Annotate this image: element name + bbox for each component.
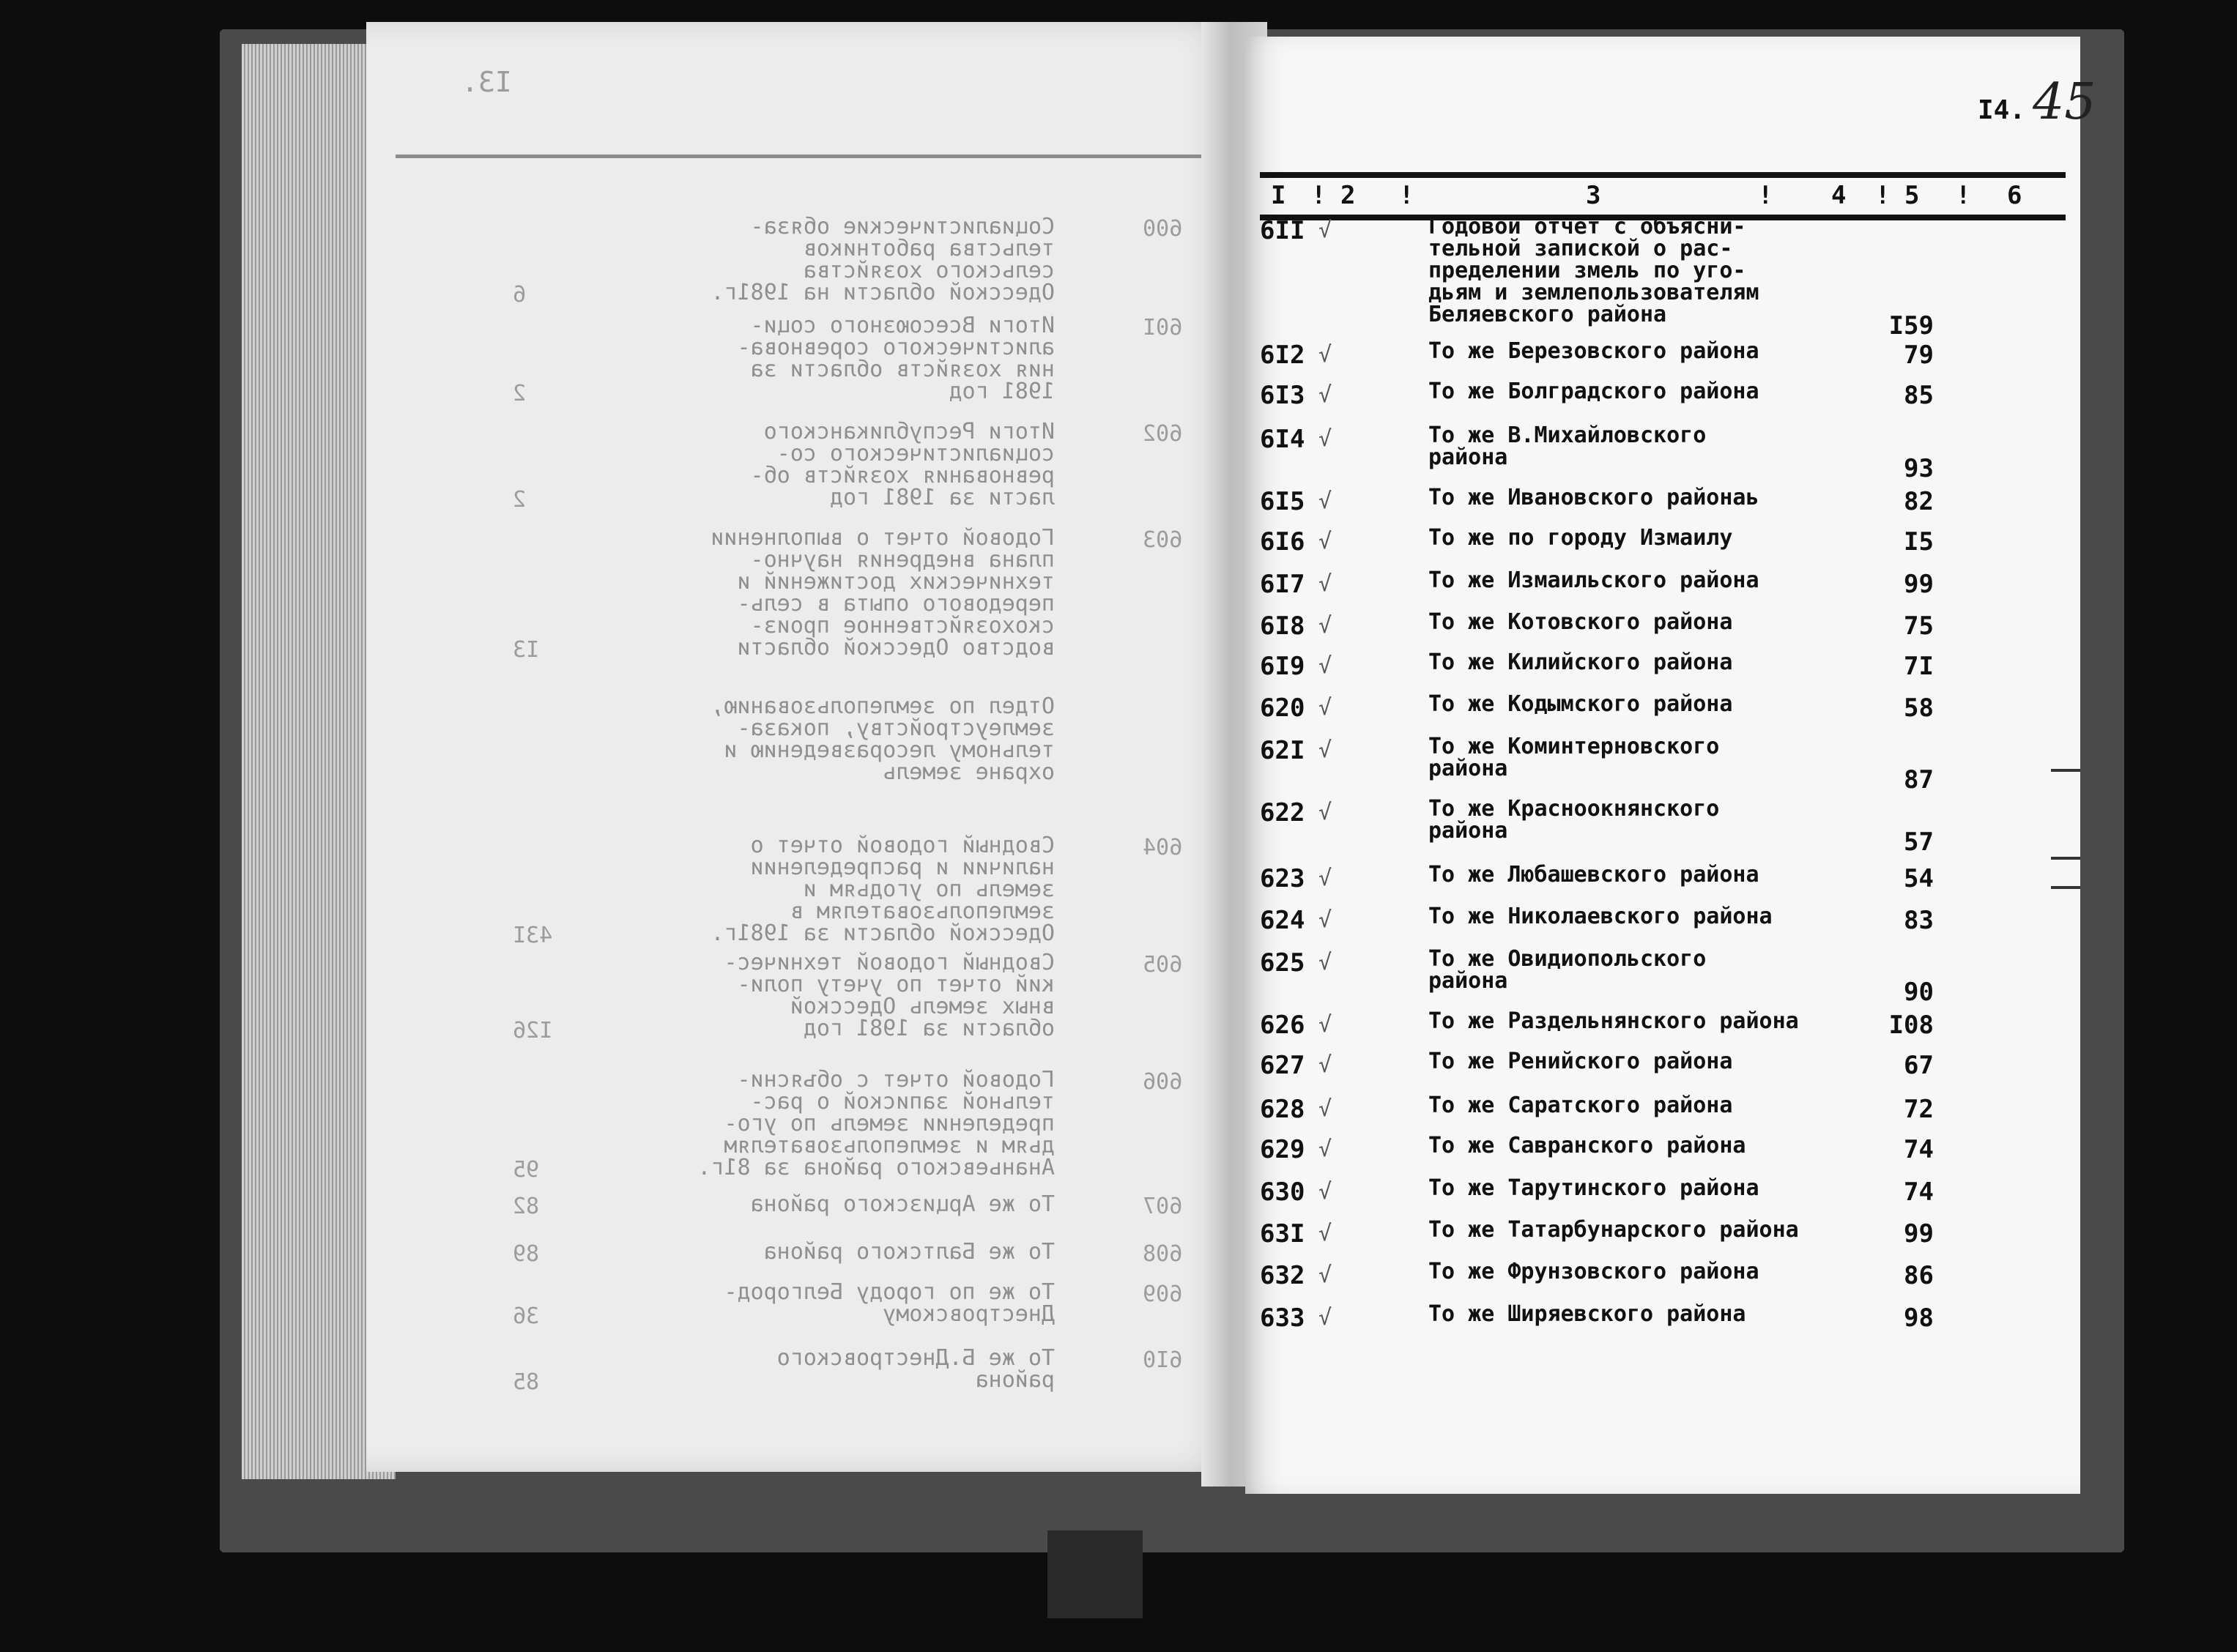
entry-title: То же Кодымского района bbox=[1428, 691, 1733, 717]
entry-page-count: 57 bbox=[1904, 827, 1934, 857]
entry-number: 627 bbox=[1260, 1051, 1305, 1080]
checkmark-icon: √ bbox=[1318, 1012, 1332, 1038]
entry-number: 629 bbox=[1260, 1135, 1305, 1164]
checkmark-icon: √ bbox=[1318, 613, 1332, 639]
entry-page-count: I08 bbox=[1888, 1011, 1934, 1040]
mirrored-entry-number: 603 bbox=[1143, 527, 1183, 553]
right-page bbox=[1245, 37, 2096, 1494]
mirrored-entry-title: То же Балтского района bbox=[763, 1239, 1055, 1265]
entry-page-count: 99 bbox=[1904, 570, 1934, 599]
entry-title: То же Савранского района bbox=[1428, 1133, 1746, 1158]
left-page bbox=[366, 22, 1238, 1472]
checkmark-icon: √ bbox=[1318, 866, 1332, 891]
entry-number: 6I6 bbox=[1260, 527, 1305, 557]
entry-page-count: 86 bbox=[1904, 1261, 1934, 1290]
mirrored-entry-number: 60I bbox=[1143, 315, 1183, 341]
entry-title: То же Килийского района bbox=[1428, 650, 1733, 675]
edge-marks bbox=[2051, 769, 2080, 901]
checkmark-icon: √ bbox=[1318, 529, 1332, 554]
entry-title: То же В.Михайловского района bbox=[1428, 423, 1707, 470]
entry-page-count: 99 bbox=[1904, 1219, 1934, 1249]
mirrored-entry-number: 606 bbox=[1143, 1069, 1183, 1095]
entry-title: То же Котовского района bbox=[1428, 609, 1733, 635]
checkmark-icon: √ bbox=[1318, 342, 1332, 368]
mirrored-entry-title: Сводный годовой отчет о наличии и распределении земель по угодьям и землепользователям в Одесской области за 1981г. bbox=[711, 833, 1055, 946]
checkmark-icon: √ bbox=[1318, 1136, 1332, 1162]
mirrored-entry-number: 605 bbox=[1143, 952, 1183, 978]
entry-title: То же Коминтерновского района bbox=[1428, 734, 1720, 781]
mirrored-entry-pages: I3 bbox=[513, 637, 540, 663]
entry-title: То же Овидиопольского района bbox=[1428, 946, 1707, 994]
entry-page-count: I59 bbox=[1888, 311, 1934, 341]
entry-page-count: 58 bbox=[1904, 693, 1934, 723]
mirrored-entry-pages: 89 bbox=[513, 1241, 540, 1267]
checkmark-icon: √ bbox=[1318, 488, 1332, 514]
column-header-4: 4 bbox=[1831, 181, 1847, 210]
entry-page-count: 98 bbox=[1904, 1303, 1934, 1333]
entry-page-count: 74 bbox=[1904, 1135, 1934, 1164]
mirrored-entry-pages: I26 bbox=[513, 1018, 553, 1043]
entry-number: 6I4 bbox=[1260, 425, 1305, 454]
entry-number: 6I7 bbox=[1260, 570, 1305, 599]
entry-number: 628 bbox=[1260, 1095, 1305, 1124]
left-page-number: I3. bbox=[461, 66, 512, 98]
bookmark-tab bbox=[1047, 1530, 1143, 1618]
entry-number: 6I2 bbox=[1260, 341, 1305, 370]
entry-number: 6I5 bbox=[1260, 487, 1305, 516]
column-header-5: 5 bbox=[1904, 181, 1920, 210]
column-header-3: 3 bbox=[1586, 181, 1601, 210]
checkmark-icon: √ bbox=[1318, 217, 1332, 243]
entry-title: То же Березовского района bbox=[1428, 338, 1759, 364]
entry-title: То же Измаильского района bbox=[1428, 568, 1759, 593]
mirrored-entry-pages: 2 bbox=[513, 381, 527, 406]
column-header-6: 6 bbox=[2007, 181, 2022, 210]
mirrored-entry-pages: 85 bbox=[513, 1369, 540, 1395]
entry-number: 620 bbox=[1260, 693, 1305, 723]
entry-title: Годовой отчет с объясни- тельной запиской о рас- пределении змель по уго- дьям и землепользователям Беляевского района bbox=[1428, 214, 1759, 327]
mirrored-entry-number: 608 bbox=[1143, 1241, 1183, 1267]
entry-page-count: 82 bbox=[1904, 487, 1934, 516]
entry-title: То же Фрунзовского района bbox=[1428, 1259, 1759, 1284]
checkmark-icon: √ bbox=[1318, 1262, 1332, 1288]
entry-page-count: 7I bbox=[1904, 652, 1934, 681]
entry-number: 6II bbox=[1260, 216, 1305, 245]
checkmark-icon: √ bbox=[1318, 1096, 1332, 1122]
mirrored-entry-number: 609 bbox=[1143, 1281, 1183, 1307]
left-page-header-line bbox=[396, 128, 1216, 158]
mirrored-entry-number: 604 bbox=[1143, 835, 1183, 860]
checkmark-icon: √ bbox=[1318, 382, 1332, 408]
entry-number: 624 bbox=[1260, 906, 1305, 935]
entry-page-count: 93 bbox=[1904, 454, 1934, 483]
entry-title: То же Николаевского района bbox=[1428, 904, 1773, 929]
checkmark-icon: √ bbox=[1318, 907, 1332, 933]
entry-title: То же Ширяевского района bbox=[1428, 1301, 1746, 1327]
entry-number: 6I3 bbox=[1260, 381, 1305, 410]
checkmark-icon: √ bbox=[1318, 1179, 1332, 1205]
mirrored-entry-number: 602 bbox=[1143, 421, 1183, 447]
entry-page-count: 67 bbox=[1904, 1051, 1934, 1080]
entry-title: То же Тарутинского района bbox=[1428, 1175, 1759, 1201]
mirrored-entry-title: Итоги Всесоюзного соци- алистического соревнова- ния хозяйств области за 1981 год bbox=[737, 313, 1055, 404]
entry-page-count: 72 bbox=[1904, 1095, 1934, 1124]
page-number: I4. bbox=[1978, 95, 2026, 125]
entry-number: 625 bbox=[1260, 948, 1305, 978]
mirrored-entry-title: Отдел по землепользованию, землеустройству, показа- тельному лесоразведению и охране земель bbox=[711, 693, 1055, 785]
entry-page-count: 74 bbox=[1904, 1177, 1934, 1207]
mirrored-entry-title: Итоги Республиканского социалистического со- ревнования хозяйств об- ласти за 1981 год bbox=[750, 419, 1055, 510]
entry-title: То же Болградского района bbox=[1428, 379, 1759, 404]
mirrored-entry-title: Годовой отчет о выполнении плана внедрения научно- технических достижений и передового опыта в сель- скохозяйственное произ- водство Одесской области bbox=[711, 525, 1055, 661]
mirrored-entry-title: То же Б.Днестровского района bbox=[776, 1345, 1055, 1393]
entry-number: 626 bbox=[1260, 1011, 1305, 1040]
mirrored-entry-title: Социалистические обяза- тельства работников сельского хозяйства Одесской области на 1981г. bbox=[711, 214, 1055, 305]
mirrored-entry-number: 600 bbox=[1143, 216, 1183, 242]
checkmark-icon: √ bbox=[1318, 653, 1332, 679]
checkmark-icon: √ bbox=[1318, 1305, 1332, 1331]
entry-page-count: 85 bbox=[1904, 381, 1934, 410]
entry-page-count: 79 bbox=[1904, 341, 1934, 370]
table-header: I ! 2 ! 3 ! 4 ! 5 ! 6 bbox=[1260, 172, 2066, 220]
entry-number: 62I bbox=[1260, 736, 1305, 765]
checkmark-icon: √ bbox=[1318, 950, 1332, 975]
checkmark-icon: √ bbox=[1318, 571, 1332, 597]
entry-number: 633 bbox=[1260, 1303, 1305, 1333]
entry-page-count: 83 bbox=[1904, 906, 1934, 935]
entry-title: То же Раздельнянского района bbox=[1428, 1008, 1799, 1034]
entry-number: 622 bbox=[1260, 798, 1305, 827]
entry-number: 63I bbox=[1260, 1219, 1305, 1249]
entry-number: 632 bbox=[1260, 1261, 1305, 1290]
mirrored-entry-pages: 95 bbox=[513, 1157, 540, 1183]
entry-page-count: 87 bbox=[1904, 765, 1934, 795]
mirrored-entry-pages: 43I bbox=[513, 923, 553, 948]
entry-title: То же Татарбунарского района bbox=[1428, 1217, 1799, 1243]
mirrored-entry-number: 6I0 bbox=[1143, 1347, 1183, 1373]
checkmark-icon: √ bbox=[1318, 695, 1332, 721]
mirrored-entry-title: То же по городу Белгород- Днестровскому bbox=[724, 1279, 1055, 1327]
entry-title: То же Саратского района bbox=[1428, 1093, 1733, 1118]
entry-number: 623 bbox=[1260, 864, 1305, 893]
entry-title: То же по городу Измаилу bbox=[1428, 525, 1733, 551]
mirrored-entry-title: То же Арцизского района bbox=[750, 1191, 1055, 1217]
column-header-2: 2 bbox=[1340, 181, 1356, 210]
checkmark-icon: √ bbox=[1318, 1052, 1332, 1078]
entry-page-count: I5 bbox=[1904, 527, 1934, 557]
column-header-1: I bbox=[1271, 181, 1286, 210]
mirrored-entry-title: Сводный годовой техничес- кий отчет по учету поли- вных земель Одесской области за 1981 год bbox=[724, 950, 1055, 1041]
entry-number: 630 bbox=[1260, 1177, 1305, 1207]
mirrored-entry-pages: 2 bbox=[513, 487, 527, 513]
mirrored-entry-pages: 6 bbox=[513, 282, 527, 308]
checkmark-icon: √ bbox=[1318, 426, 1332, 452]
handwritten-page-number: 45 bbox=[2033, 73, 2096, 131]
mirrored-entry-number: 607 bbox=[1143, 1194, 1183, 1219]
entry-title: То же Ивановского районаь bbox=[1428, 485, 1759, 510]
mirrored-entry-pages: 36 bbox=[513, 1303, 540, 1329]
checkmark-icon: √ bbox=[1318, 737, 1332, 763]
entry-page-count: 75 bbox=[1904, 611, 1934, 641]
entry-number: 6I9 bbox=[1260, 652, 1305, 681]
entry-page-count: 54 bbox=[1904, 864, 1934, 893]
entry-title: То же Ренийского района bbox=[1428, 1049, 1733, 1074]
entry-title: То же Красноокнянского района bbox=[1428, 796, 1720, 844]
entry-page-count: 90 bbox=[1904, 978, 1934, 1007]
mirrored-entry-pages: 82 bbox=[513, 1194, 540, 1219]
entry-title: То же Любашевского района bbox=[1428, 862, 1759, 888]
mirrored-entry-title: Годовой отчет с объясни- тельной запиской о рас- пределении земель по уго- дьям и землепользователям Ананьевского района за 81г. bbox=[697, 1067, 1055, 1180]
entry-number: 6I8 bbox=[1260, 611, 1305, 641]
checkmark-icon: √ bbox=[1318, 800, 1332, 825]
checkmark-icon: √ bbox=[1318, 1221, 1332, 1246]
